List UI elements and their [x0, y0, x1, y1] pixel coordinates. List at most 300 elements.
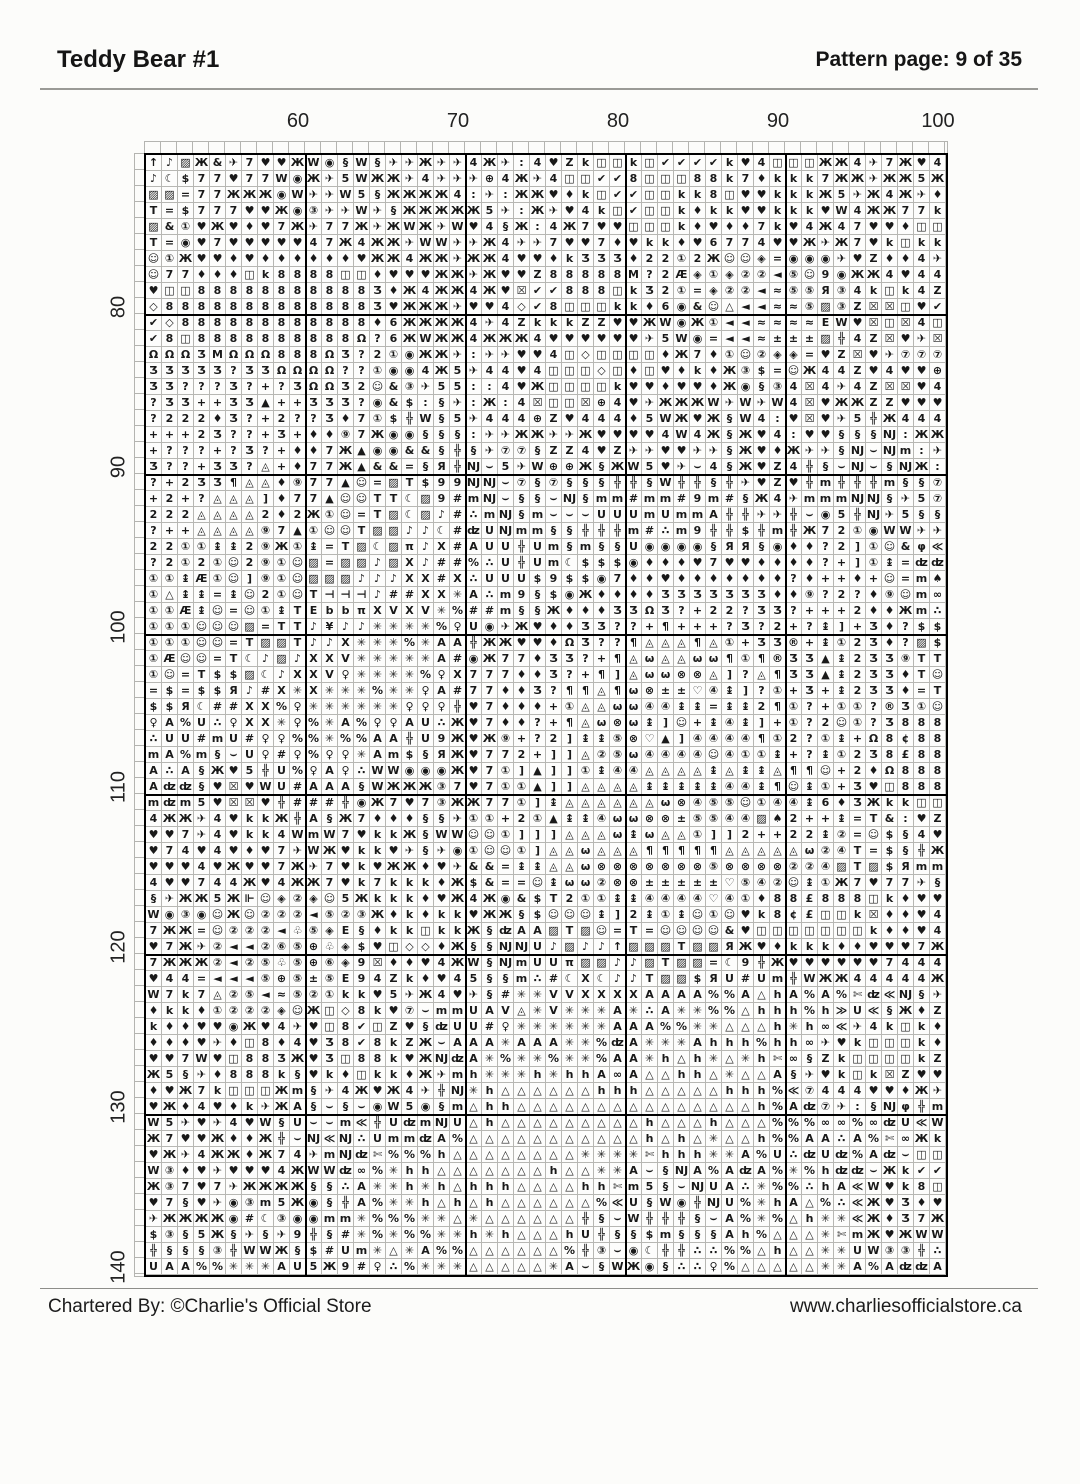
grid-cell: V	[562, 987, 578, 1003]
grid-cell: ?	[802, 747, 818, 763]
grid-cell: h	[818, 1179, 834, 1195]
grid-cell: ♥	[306, 1019, 322, 1035]
grid-cell: △	[578, 1163, 594, 1179]
grid-cell: =	[690, 283, 706, 299]
grid-cell: ◉	[818, 507, 834, 523]
grid-cell: 5	[898, 507, 914, 523]
grid-cell: ☺	[706, 747, 722, 763]
grid-cell: Ж	[914, 460, 929, 473]
grid-cell: ♪	[354, 619, 370, 635]
grid-cell: ♀	[370, 1259, 386, 1275]
grid-cell: ♥	[546, 155, 562, 171]
grid-cell: k	[402, 923, 418, 939]
grid-cell: △	[642, 1099, 658, 1115]
grid-cell: △	[770, 1227, 786, 1243]
grid-cell: 2	[850, 651, 866, 667]
grid-cell: ✳	[242, 1259, 258, 1275]
grid-cell: #	[274, 747, 290, 763]
grid-cell: ♥	[194, 1131, 210, 1147]
grid-cell: Ж	[834, 972, 849, 985]
grid-cell: 8	[226, 299, 242, 315]
grid-cell: ③	[898, 1243, 914, 1259]
grid-cell: △	[706, 1083, 722, 1099]
grid-cell: U	[338, 1243, 354, 1259]
grid-cell: ♦	[802, 571, 818, 587]
grid-cell: 2	[514, 811, 530, 827]
grid-cell: ✳	[418, 619, 434, 635]
grid-cell: ♥	[402, 1019, 418, 1035]
grid-cell: ③	[594, 1243, 610, 1259]
grid-cell: W	[402, 219, 418, 235]
grid-cell: ♦	[882, 603, 898, 619]
grid-cell: ♥	[498, 283, 514, 299]
grid-cell: ∴	[386, 1259, 402, 1275]
grid-cell: §	[738, 491, 754, 507]
grid-cell: T	[386, 491, 402, 507]
grid-cell: m	[338, 1115, 354, 1131]
grid-cell: ✳	[594, 1019, 610, 1035]
grid-cell: ♦	[658, 555, 674, 571]
grid-cell: ?	[354, 395, 370, 411]
grid-cell: ω	[610, 827, 626, 843]
grid-cell: ♀	[450, 619, 466, 635]
grid-cell: ♦	[738, 571, 754, 587]
grid-cell: ◫	[562, 379, 578, 395]
grid-cell: §	[818, 459, 834, 475]
grid-cell: ?	[226, 427, 242, 443]
grid-cell: Ж	[898, 188, 913, 201]
grid-cell: 7	[738, 235, 754, 251]
grid-cell: ①	[834, 635, 850, 651]
grid-cell: Ǌ	[882, 1100, 897, 1113]
grid-cell: 7	[482, 763, 498, 779]
grid-cell: U	[610, 507, 626, 523]
grid-cell: ♥	[578, 331, 594, 347]
grid-cell: %	[834, 987, 850, 1003]
grid-cell: Ж	[386, 860, 401, 873]
grid-cell: ◫	[722, 187, 738, 203]
grid-cell: A	[338, 779, 354, 795]
grid-cell: ③	[162, 1163, 178, 1179]
grid-cell: ♥	[658, 571, 674, 587]
grid-cell: %	[866, 1259, 882, 1275]
grid-cell: ◄	[722, 331, 738, 347]
grid-cell: △	[738, 1259, 754, 1275]
grid-cell: ◫	[178, 283, 194, 299]
grid-cell: ☺	[738, 251, 754, 267]
grid-cell: Ж	[450, 876, 465, 889]
grid-cell: Ǌ	[434, 1116, 449, 1129]
grid-cell: +	[146, 491, 162, 507]
grid-cell: ?	[242, 427, 258, 443]
grid-cell: ♥	[386, 299, 402, 315]
grid-cell: W	[802, 971, 818, 987]
grid-cell: ④	[786, 795, 802, 811]
grid-cell: ╬	[450, 443, 466, 459]
grid-cell: ♥	[194, 219, 210, 235]
grid-cell: ♥	[370, 1083, 386, 1099]
grid-cell: Ʒ	[546, 651, 562, 667]
grid-cell: =	[706, 955, 722, 971]
grid-cell: +	[818, 699, 834, 715]
grid-cell: 7	[210, 171, 226, 187]
grid-cell: X	[418, 571, 434, 587]
grid-cell: ?	[866, 699, 882, 715]
grid-cell: ◇	[162, 315, 178, 331]
grid-cell: ◬	[514, 1003, 530, 1019]
grid-cell: ⊕	[274, 971, 290, 987]
grid-cell: ≪	[914, 1115, 930, 1131]
grid-cell: △	[674, 1099, 690, 1115]
grid-cell: Ж	[178, 1212, 193, 1225]
grid-cell: ↨	[706, 779, 722, 795]
grid-cell: ♥	[914, 379, 930, 395]
grid-cell: T	[370, 491, 386, 507]
grid-cell: ♥	[914, 923, 930, 939]
grid-cell: T	[274, 619, 290, 635]
grid-cell: ⑦	[802, 1083, 818, 1099]
grid-cell: △	[754, 1259, 770, 1275]
grid-cell: Ж	[466, 796, 481, 809]
grid-cell: ①	[146, 651, 162, 667]
grid-cell: ≈	[786, 299, 802, 315]
grid-cell: ☺	[226, 571, 242, 587]
grid-cell: ♦	[610, 235, 626, 251]
grid-cell: 4	[434, 987, 450, 1003]
grid-cell: k	[802, 171, 818, 187]
grid-cell: ╬	[274, 795, 290, 811]
grid-cell: 4	[914, 315, 930, 331]
grid-cell: ?	[738, 667, 754, 683]
grid-cell: ✈	[306, 1147, 322, 1163]
grid-cell: 4	[290, 1147, 306, 1163]
grid-cell: 4	[434, 955, 450, 971]
grid-cell: §	[434, 811, 450, 827]
grid-cell: ♦	[386, 907, 402, 923]
grid-cell: Ω	[242, 347, 258, 363]
grid-cell: §	[594, 475, 610, 491]
grid-cell: ①	[722, 347, 738, 363]
grid-cell: ✈	[466, 267, 482, 283]
grid-cell: △	[514, 1099, 530, 1115]
grid-cell: h	[418, 1163, 434, 1179]
grid-cell: 8	[546, 299, 562, 315]
grid-cell: ♦	[274, 251, 290, 267]
grid-cell: §	[514, 491, 530, 507]
grid-cell: Ж	[450, 316, 465, 329]
grid-cell: 8	[274, 315, 290, 331]
grid-cell: W	[770, 395, 786, 411]
grid-cell: ♥	[738, 203, 754, 219]
grid-cell: ♪	[306, 635, 322, 651]
grid-cell: △	[514, 1195, 530, 1211]
grid-cell: %	[818, 1195, 834, 1211]
grid-cell: ⊗	[626, 875, 642, 891]
grid-cell: 8	[930, 747, 946, 763]
grid-cell: k	[274, 1067, 290, 1083]
grid-cell: #	[482, 603, 498, 619]
grid-cell: ◬	[722, 843, 738, 859]
grid-cell: Ж	[466, 924, 481, 937]
grid-cell: 8	[338, 315, 354, 331]
grid-cell: Ж	[546, 604, 561, 617]
grid-cell: ✳	[386, 683, 402, 699]
grid-cell: 7	[338, 219, 354, 235]
grid-cell: Ж	[482, 284, 497, 297]
grid-cell: ╬	[338, 1195, 354, 1211]
grid-cell: ④	[642, 747, 658, 763]
grid-cell: ✈	[306, 859, 322, 875]
grid-cell: k	[866, 1067, 882, 1083]
grid-cell: △	[466, 1163, 482, 1179]
grid-cell: ↨	[690, 779, 706, 795]
grid-cell: 7	[898, 875, 914, 891]
grid-cell: ╬	[594, 1227, 610, 1243]
grid-cell: T	[338, 539, 354, 555]
grid-cell: ♦	[178, 1163, 194, 1179]
grid-cell: △	[546, 1115, 562, 1131]
grid-cell: ☾	[642, 1243, 658, 1259]
grid-cell: §	[562, 523, 578, 539]
grid-cell: Z	[930, 1003, 946, 1019]
grid-cell: ①	[386, 347, 402, 363]
grid-cell: Ǌ	[466, 460, 481, 473]
grid-cell: ?	[738, 603, 754, 619]
grid-cell: ◇	[402, 939, 418, 955]
grid-cell: △	[658, 1083, 674, 1099]
grid-cell: 9	[546, 571, 562, 587]
grid-cell: A	[722, 1179, 738, 1195]
grid-cell: ▲	[354, 443, 370, 459]
grid-cell: ♦	[594, 603, 610, 619]
grid-cell: ✳	[370, 651, 386, 667]
grid-cell: ▲	[818, 651, 834, 667]
grid-cell: ♥	[754, 187, 770, 203]
grid-cell: ☺	[290, 555, 306, 571]
grid-cell: Ʒ	[658, 603, 674, 619]
grid-cell: △	[546, 1147, 562, 1163]
grid-cell: Ж	[562, 220, 577, 233]
grid-cell: Ж	[450, 748, 465, 761]
grid-cell: §	[930, 507, 946, 523]
grid-cell: k	[370, 827, 386, 843]
grid-cell: △	[658, 1099, 674, 1115]
grid-cell: △	[466, 1243, 482, 1259]
grid-cell: 4	[354, 235, 370, 251]
grid-cell: ≪	[610, 1195, 626, 1211]
grid-cell: ✳	[402, 683, 418, 699]
grid-cell: T	[914, 667, 930, 683]
grid-cell: ①	[770, 683, 786, 699]
grid-cell: Ж	[530, 380, 545, 393]
grid-cell: ♦	[866, 603, 882, 619]
grid-cell: A	[482, 1035, 498, 1051]
grid-cell: k	[898, 283, 914, 299]
grid-cell: ♦	[898, 907, 914, 923]
grid-cell: ↨	[546, 875, 562, 891]
grid-cell: m	[210, 731, 226, 747]
grid-cell: Ж	[418, 1052, 433, 1065]
grid-cell: ✳	[818, 1211, 834, 1227]
grid-cell: #	[450, 555, 466, 571]
grid-cell: ¶	[562, 715, 578, 731]
grid-cell: m	[450, 1099, 466, 1115]
grid-cell: ↨	[802, 875, 818, 891]
grid-cell: 2	[242, 555, 258, 571]
grid-cell: X	[434, 587, 450, 603]
grid-cell: ♥	[818, 347, 834, 363]
grid-cell: ◬	[610, 779, 626, 795]
grid-cell: W	[706, 395, 722, 411]
grid-cell: W	[930, 1115, 946, 1131]
grid-cell: =	[770, 251, 786, 267]
grid-cell: ⌣	[354, 1099, 370, 1115]
grid-cell: ♧	[274, 955, 290, 971]
grid-cell: ☺	[194, 635, 210, 651]
grid-cell: §	[530, 603, 546, 619]
grid-cell: ◉	[322, 155, 338, 171]
grid-cell: ♦	[178, 1099, 194, 1115]
grid-cell: Ω	[322, 363, 338, 379]
grid-cell: b	[322, 603, 338, 619]
grid-cell: m	[770, 523, 786, 539]
grid-cell: m	[802, 491, 818, 507]
grid-cell: ♥	[786, 235, 802, 251]
grid-cell: +	[258, 379, 274, 395]
grid-cell: ◫	[642, 171, 658, 187]
grid-cell: :	[514, 203, 530, 219]
grid-cell: ①	[210, 1003, 226, 1019]
grid-cell: ◫	[562, 171, 578, 187]
grid-cell: h	[402, 1179, 418, 1195]
grid-cell: §	[178, 1243, 194, 1259]
grid-cell: ✳	[386, 667, 402, 683]
grid-cell: ♥	[866, 363, 882, 379]
grid-cell: Ʒ	[674, 587, 690, 603]
grid-cell: ①	[498, 827, 514, 843]
grid-cell: 8	[210, 315, 226, 331]
grid-cell: ✈	[178, 1147, 194, 1163]
grid-cell: §	[274, 1115, 290, 1131]
grid-cell: ◈	[754, 251, 770, 267]
grid-cell: ≪	[786, 1083, 802, 1099]
grid-cell: A	[306, 779, 322, 795]
grid-cell: 8	[370, 1051, 386, 1067]
grid-cell: ◫	[354, 1067, 370, 1083]
grid-cell: ☺	[146, 251, 162, 267]
grid-cell: △	[466, 1131, 482, 1147]
grid-cell: 7	[482, 715, 498, 731]
grid-cell: ▨	[674, 971, 690, 987]
grid-cell: k	[786, 187, 802, 203]
grid-cell: Ж	[514, 620, 529, 633]
grid-cell: %	[802, 1003, 818, 1019]
grid-cell: ↨	[194, 603, 210, 619]
grid-cell: ♥	[194, 1163, 210, 1179]
grid-cell: ④	[834, 843, 850, 859]
grid-cell: ◄	[258, 987, 274, 1003]
grid-cell: ♪	[274, 667, 290, 683]
grid-cell: 4	[450, 971, 466, 987]
grid-cell: k	[930, 235, 946, 251]
grid-cell: 7	[818, 523, 834, 539]
grid-cell: 4	[498, 315, 514, 331]
grid-cell: Ʒ	[882, 667, 898, 683]
grid-cell: ☺	[706, 299, 722, 315]
grid-cell: §	[898, 843, 914, 859]
grid-cell: k	[386, 1035, 402, 1051]
grid-cell: ✈	[642, 443, 658, 459]
grid-cell: 8	[210, 299, 226, 315]
grid-cell: ♦	[594, 587, 610, 603]
grid-cell: &	[882, 811, 898, 827]
grid-cell: ◄	[226, 939, 242, 955]
grid-cell: 8	[898, 715, 914, 731]
grid-cell: ⑤	[258, 971, 274, 987]
grid-cell: U	[850, 1243, 866, 1259]
grid-cell: +	[194, 395, 210, 411]
grid-cell: #	[674, 491, 690, 507]
grid-cell: ♦	[770, 555, 786, 571]
grid-cell: Я	[434, 747, 450, 763]
grid-cell: k	[770, 219, 786, 235]
grid-cell: ♦	[290, 251, 306, 267]
grid-cell: h	[562, 1067, 578, 1083]
grid-cell: Я	[706, 971, 722, 987]
grid-cell: ◫	[610, 347, 626, 363]
grid-cell: ¶	[786, 763, 802, 779]
grid-cell: m	[450, 1067, 466, 1083]
grid-cell: Ǌ	[338, 1148, 353, 1161]
grid-cell: Ж	[274, 540, 289, 553]
grid-cell: Ǌ	[498, 524, 513, 537]
grid-heavy-line-row-110	[146, 794, 946, 796]
grid-cell: ✔	[658, 155, 674, 171]
grid-cell: ①	[466, 811, 482, 827]
grid-cell: W	[930, 1227, 946, 1243]
grid-cell: ♪	[370, 587, 386, 603]
grid-cell: ♦	[674, 571, 690, 587]
grid-cell: $	[354, 939, 370, 955]
grid-cell: △	[530, 1083, 546, 1099]
grid-cell: ↑	[610, 939, 626, 955]
grid-cell: ◫	[162, 283, 178, 299]
grid-cell: ◉	[466, 651, 482, 667]
grid-cell: Ж	[290, 876, 305, 889]
column-label-80: 80	[606, 110, 630, 132]
grid-cell: ④	[642, 891, 658, 907]
grid-cell: 4	[866, 1019, 882, 1035]
grid-cell: ③	[834, 283, 850, 299]
grid-cell: Ж	[178, 252, 193, 265]
grid-cell: k	[674, 187, 690, 203]
grid-cell: ✈	[322, 1083, 338, 1099]
grid-cell: ◫	[770, 923, 786, 939]
grid-cell: ?	[866, 715, 882, 731]
grid-cell: ✳	[354, 635, 370, 651]
grid-cell: +	[274, 443, 290, 459]
grid-cell: Ж	[578, 460, 593, 473]
grid-cell: ♥	[306, 1035, 322, 1051]
grid-cell: ✳	[354, 1211, 370, 1227]
grid-cell: △	[738, 1131, 754, 1147]
grid-cell: +	[146, 443, 162, 459]
grid-cell: ✈	[450, 811, 466, 827]
grid-cell: Ж	[498, 908, 513, 921]
grid-cell: ②	[290, 891, 306, 907]
grid-cell: ⊕	[530, 411, 546, 427]
grid-cell: §	[786, 1067, 802, 1083]
